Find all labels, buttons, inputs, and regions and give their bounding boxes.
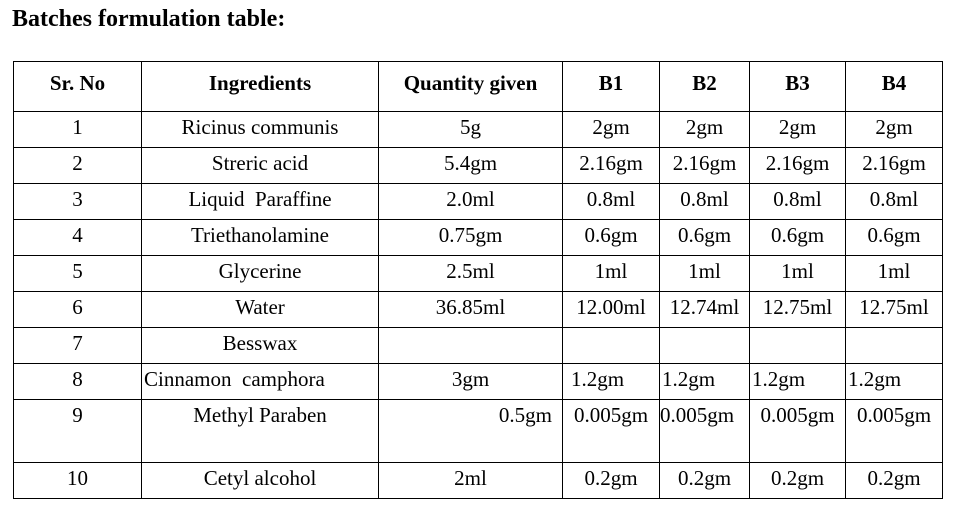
cell-b4: 0.005gm (846, 400, 943, 463)
table-row (14, 328, 943, 364)
cell-b1: 0.6gm (563, 220, 660, 256)
cell-quantity: 0.75gm (379, 220, 563, 256)
cell-b3: 2gm (750, 112, 846, 148)
cell-b1 (563, 328, 660, 364)
header-b4: B4 (846, 62, 943, 112)
cell-sr-no: 4 (14, 220, 142, 256)
cell-quantity: 3gm (379, 364, 563, 400)
cell-b2: 0.8ml (660, 184, 750, 220)
table-row (14, 148, 943, 184)
cell-b1: 1ml (563, 256, 660, 292)
cell-sr-no: 9 (14, 400, 142, 463)
cell-quantity: 36.85ml (379, 292, 563, 328)
cell-b1: 0.2gm (563, 463, 660, 499)
cell-ingredient: Glycerine (142, 256, 379, 292)
cell-quantity: 2ml (379, 463, 563, 499)
cell-sr-no: 5 (14, 256, 142, 292)
table-row (14, 256, 943, 292)
cell-b4: 0.2gm (846, 463, 943, 499)
cell-b2: 1.2gm (660, 364, 750, 400)
cell-quantity: 2.5ml (379, 256, 563, 292)
cell-b4 (846, 328, 943, 364)
cell-b1: 1.2gm (563, 364, 660, 400)
cell-ingredient: Ricinus communis (142, 112, 379, 148)
cell-b3 (750, 328, 846, 364)
cell-ingredient: Cinnamon camphora (142, 364, 379, 400)
cell-b2: 12.74ml (660, 292, 750, 328)
cell-b3: 2.16gm (750, 148, 846, 184)
header-quantity-given: Quantity given (379, 62, 563, 112)
cell-b2: 1ml (660, 256, 750, 292)
cell-b2 (660, 328, 750, 364)
cell-b2: 0.2gm (660, 463, 750, 499)
formulation-table (13, 61, 943, 499)
cell-quantity: 5.4gm (379, 148, 563, 184)
table-row (14, 400, 943, 463)
cell-ingredient: Triethanolamine (142, 220, 379, 256)
cell-b4: 12.75ml (846, 292, 943, 328)
cell-b4: 2.16gm (846, 148, 943, 184)
cell-sr-no: 2 (14, 148, 142, 184)
cell-b3: 12.75ml (750, 292, 846, 328)
cell-b4: 1.2gm (846, 364, 943, 400)
cell-b2: 2gm (660, 112, 750, 148)
header-b1: B1 (563, 62, 660, 112)
cell-b3: 0.005gm (750, 400, 846, 463)
cell-b3: 0.6gm (750, 220, 846, 256)
cell-sr-no: 10 (14, 463, 142, 499)
table-title: Batches formulation table: (12, 6, 286, 32)
cell-sr-no: 6 (14, 292, 142, 328)
header-ingredients: Ingredients (142, 62, 379, 112)
cell-ingredient: Water (142, 292, 379, 328)
cell-b1: 2gm (563, 112, 660, 148)
cell-b1: 12.00ml (563, 292, 660, 328)
table-row (14, 292, 943, 328)
cell-b4: 2gm (846, 112, 943, 148)
cell-b3: 1ml (750, 256, 846, 292)
table-row (14, 463, 943, 499)
cell-ingredient: Besswax (142, 328, 379, 364)
cell-b3: 1.2gm (750, 364, 846, 400)
cell-b1: 0.8ml (563, 184, 660, 220)
cell-b2: 0.005gm (660, 400, 750, 463)
cell-sr-no: 8 (14, 364, 142, 400)
header-sr-no: Sr. No (14, 62, 142, 112)
cell-ingredient: Liquid Paraffine (142, 184, 379, 220)
cell-sr-no: 3 (14, 184, 142, 220)
table-row (14, 112, 943, 148)
header-b3: B3 (750, 62, 846, 112)
table-row (14, 184, 943, 220)
cell-quantity (379, 328, 563, 364)
cell-b2: 0.6gm (660, 220, 750, 256)
cell-b3: 0.2gm (750, 463, 846, 499)
cell-ingredient: Methyl Paraben (142, 400, 379, 463)
cell-b4: 0.6gm (846, 220, 943, 256)
cell-sr-no: 7 (14, 328, 142, 364)
header-b2: B2 (660, 62, 750, 112)
cell-ingredient: Cetyl alcohol (142, 463, 379, 499)
cell-b1: 0.005gm (563, 400, 660, 463)
cell-quantity: 2.0ml (379, 184, 563, 220)
cell-b4: 1ml (846, 256, 943, 292)
table-row (14, 220, 943, 256)
table-row (14, 364, 943, 400)
cell-quantity: 5g (379, 112, 563, 148)
cell-quantity: 0.5gm (379, 400, 563, 463)
cell-b2: 2.16gm (660, 148, 750, 184)
cell-ingredient: Streric acid (142, 148, 379, 184)
cell-b3: 0.8ml (750, 184, 846, 220)
header-row (14, 62, 943, 112)
cell-b1: 2.16gm (563, 148, 660, 184)
cell-b4: 0.8ml (846, 184, 943, 220)
cell-sr-no: 1 (14, 112, 142, 148)
